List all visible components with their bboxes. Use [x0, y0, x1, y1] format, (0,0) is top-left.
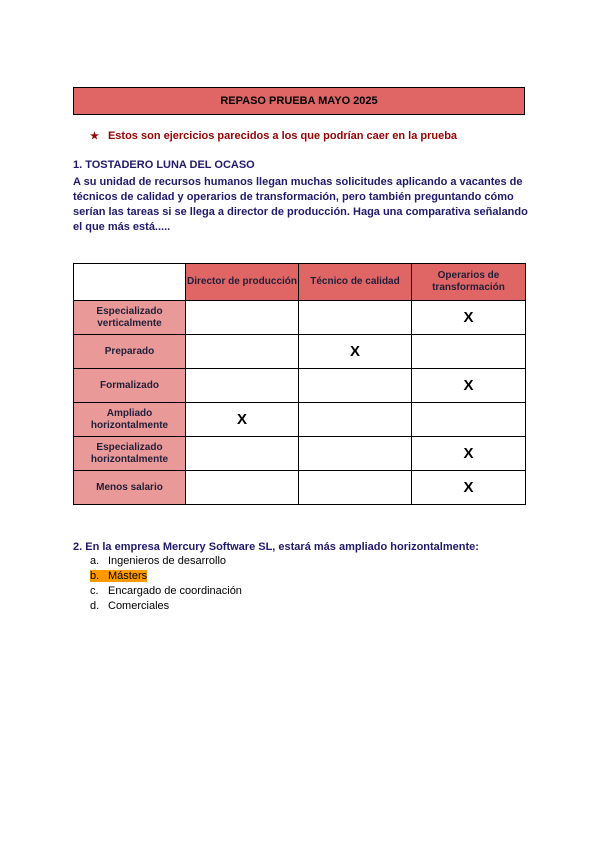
question-2-heading: 2. En la empresa Mercury Software SL, estará más ampliado horizontalmente:	[73, 541, 479, 553]
table-cell: X	[299, 335, 412, 369]
table-cell	[299, 369, 412, 403]
table-cell	[412, 335, 526, 369]
table-row	[74, 437, 526, 471]
table-cell	[299, 301, 412, 335]
table-row	[74, 335, 526, 369]
table-cell: X	[412, 301, 526, 335]
table-row	[74, 471, 526, 505]
page-title: REPASO PRUEBA MAYO 2025	[73, 87, 525, 115]
question-1-heading: 1. TOSTADERO LUNA DEL OCASO	[73, 159, 255, 171]
option-letter: c.	[90, 585, 99, 597]
column-header: Operarios de transformación	[412, 264, 526, 301]
column-header: Director de producción	[186, 264, 299, 301]
question-1-body: A su unidad de recursos humanos llegan muchas solicitudes aplicando a vacantes de técnicos de calidad y operarios de transformación, pero también preguntando cómo serían las tareas si se llega a director de producción. Haga una comparativa señalando el que más está.....	[73, 176, 528, 233]
table-cell	[186, 471, 299, 505]
row-label: Especializado verticalmente	[74, 301, 186, 335]
list-item	[90, 554, 242, 569]
table-row	[74, 301, 526, 335]
answer-options	[90, 554, 242, 614]
list-item	[90, 584, 242, 599]
table-corner-cell	[74, 264, 186, 301]
table-row	[74, 369, 526, 403]
star-icon: ★	[90, 130, 99, 142]
option-text: Encargado de coordinación	[108, 585, 242, 597]
table-row	[74, 403, 526, 437]
row-label: Menos salario	[74, 471, 186, 505]
list-item	[90, 599, 242, 614]
row-label: Preparado	[74, 335, 186, 369]
table-cell: X	[186, 403, 299, 437]
column-header: Técnico de calidad	[299, 264, 412, 301]
highlight-mark	[90, 570, 147, 582]
table-cell	[186, 437, 299, 471]
table-cell: X	[412, 369, 526, 403]
table-cell	[412, 403, 526, 437]
table-cell	[186, 369, 299, 403]
option-letter: d.	[90, 600, 100, 612]
comparison-table	[73, 263, 526, 505]
table-cell: X	[412, 437, 526, 471]
table-header-row	[74, 264, 526, 301]
option-text: Comerciales	[108, 600, 170, 612]
option-letter: a.	[90, 555, 100, 567]
table-cell	[186, 301, 299, 335]
table-cell	[299, 403, 412, 437]
row-label: Especializado horizontalmente	[74, 437, 186, 471]
row-label: Ampliado horizontalmente	[74, 403, 186, 437]
option-letter: b.	[90, 570, 100, 582]
option-text: Másters	[108, 570, 148, 582]
table-cell	[299, 437, 412, 471]
row-label: Formalizado	[74, 369, 186, 403]
note-line	[90, 130, 457, 142]
table-cell	[186, 335, 299, 369]
table-cell: X	[412, 471, 526, 505]
option-text: Ingenieros de desarrollo	[108, 555, 227, 567]
note-text: Estos son ejercicios parecidos a los que podrían caer en la prueba	[107, 130, 458, 142]
list-item-highlighted	[90, 569, 242, 584]
table-cell	[299, 471, 412, 505]
